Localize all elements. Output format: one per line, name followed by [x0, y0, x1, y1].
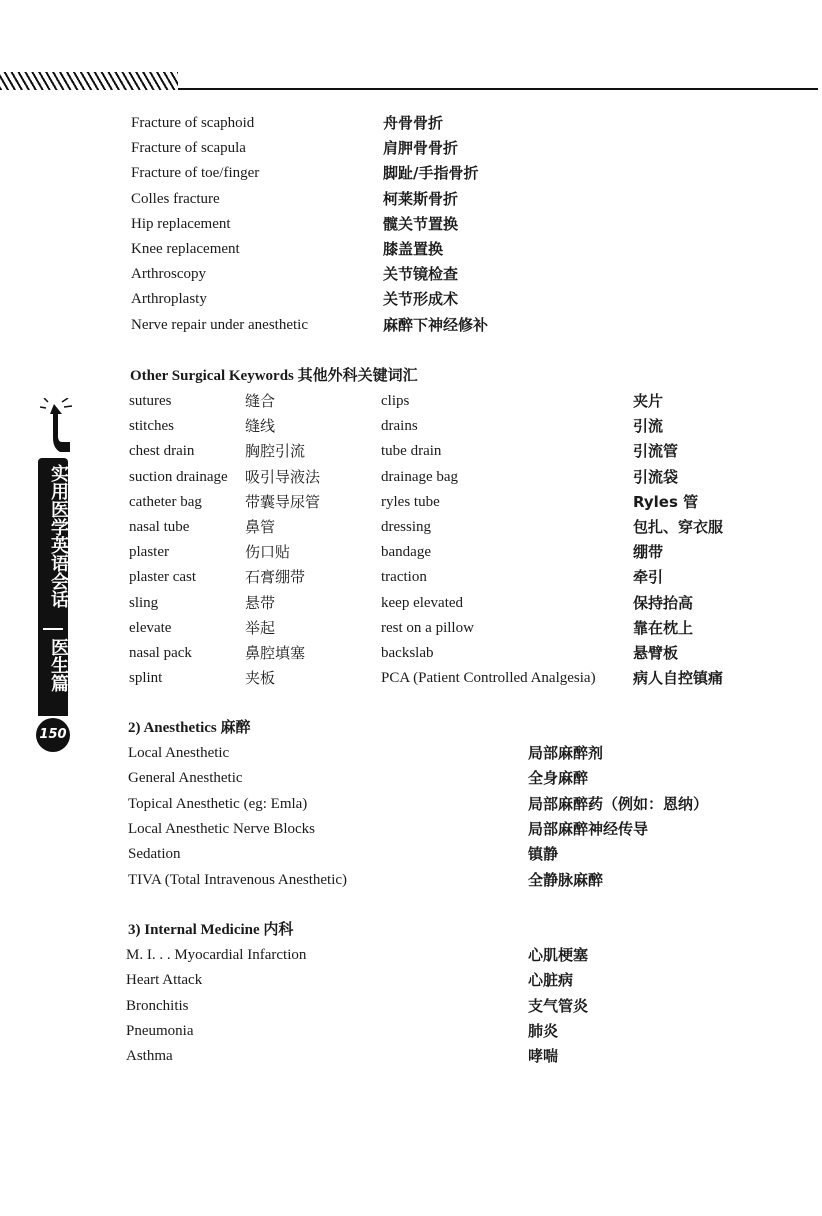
- arrow-book-icon: [40, 398, 74, 460]
- term-chinese: 肺炎: [528, 1021, 559, 1040]
- keyword-english: drains: [381, 418, 418, 435]
- term-english: Local Anesthetic Nerve Blocks: [128, 820, 316, 837]
- book-title: 实用医学英语会话: [48, 464, 69, 608]
- keyword-english: PCA (Patient Controlled Analgesia): [381, 670, 596, 687]
- keyword-chinese: 缝线: [245, 417, 276, 436]
- term-english: Knee replacement: [131, 241, 240, 257]
- term-chinese: 舟骨骨折: [383, 114, 444, 132]
- header-hatch-decoration: [0, 72, 178, 90]
- term-chinese: 心肌梗塞: [528, 946, 589, 964]
- keyword-chinese: 包扎、穿衣服: [633, 518, 724, 536]
- term-chinese: 关节形成术: [383, 290, 459, 309]
- term-chinese: 支气管炎: [528, 996, 589, 1015]
- keyword-chinese: 伤口贴: [245, 543, 291, 562]
- keyword-english: suction drainage: [129, 468, 228, 485]
- term-english: Arthroscopy: [131, 266, 206, 283]
- keyword-chinese: 悬带: [245, 593, 276, 612]
- heading-zh: 内科: [263, 920, 294, 938]
- term-chinese: 镇静: [528, 845, 559, 864]
- keyword-english: sutures: [129, 393, 172, 409]
- keyword-chinese: 引流袋: [633, 467, 679, 486]
- heading-zh: 麻醉: [220, 718, 251, 736]
- term-chinese: 麻醉下神经修补: [383, 315, 489, 334]
- keyword-chinese: 病人自控镇痛: [633, 669, 724, 688]
- keyword-english: rest on a pillow: [381, 619, 474, 636]
- term-english: Fracture of scapula: [131, 140, 246, 157]
- keyword-chinese: 夹板: [245, 669, 276, 688]
- term-english: Nerve repair under anesthetic: [131, 316, 308, 333]
- term-english: Topical Anesthetic (eg: Emla): [128, 795, 308, 812]
- term-chinese: 局部麻醉剂: [528, 744, 604, 762]
- keyword-chinese: 绷带: [633, 543, 664, 562]
- term-chinese: 全静脉麻醉: [528, 870, 604, 889]
- keyword-english: chest drain: [129, 443, 195, 460]
- keyword-english: sling: [129, 594, 159, 611]
- term-chinese: 心脏病: [528, 971, 574, 990]
- term-chinese: 关节镜检查: [383, 265, 459, 284]
- term-chinese: 膝盖置换: [383, 240, 444, 258]
- keyword-english: traction: [381, 569, 427, 586]
- keyword-english: drainage bag: [381, 468, 459, 485]
- keyword-english: splint: [129, 670, 163, 687]
- heading-english: Other Surgical Keywords: [130, 368, 294, 384]
- term-chinese: 髋关节置换: [383, 214, 459, 233]
- keyword-english: ryles tube: [381, 493, 440, 510]
- keyword-chinese: 胸腔引流: [245, 442, 306, 461]
- term-chinese: 脚趾/手指骨折: [383, 164, 479, 183]
- keyword-english: stitches: [129, 418, 174, 435]
- term-english: Asthma: [126, 1048, 173, 1065]
- term-english: Colles fracture: [131, 190, 220, 207]
- term-english: Sedation: [128, 846, 181, 863]
- keyword-chinese: 缝合: [245, 392, 276, 410]
- keyword-english: nasal tube: [129, 519, 190, 535]
- keyword-chinese: 靠在枕上: [633, 618, 694, 637]
- term-chinese: 局部麻醉药（例如：恩纳）: [528, 794, 709, 813]
- term-chinese: 柯莱斯骨折: [383, 189, 459, 208]
- term-english: General Anesthetic: [128, 770, 243, 787]
- section-heading-internal-medicine: [128, 920, 293, 939]
- keyword-english: dressing: [381, 519, 431, 535]
- term-english: M. I. . . Myocardial Infarction: [126, 947, 307, 963]
- keyword-chinese: 引流管: [633, 442, 679, 461]
- keyword-english: plaster cast: [129, 569, 197, 586]
- keyword-english: clips: [381, 393, 410, 409]
- sidebar-divider: [43, 628, 63, 630]
- term-english: Bronchitis: [126, 997, 189, 1014]
- section-heading-anesthetics: [128, 718, 251, 737]
- term-english: Pneumonia: [126, 1022, 194, 1039]
- heading-en: Anesthetics: [143, 720, 217, 736]
- heading-num: 3): [128, 922, 141, 938]
- term-chinese: 肩胛骨骨折: [383, 139, 459, 158]
- term-chinese: 哮喘: [528, 1047, 559, 1066]
- keyword-chinese: 带囊导尿管: [245, 492, 321, 511]
- keyword-chinese: 夹片: [633, 392, 664, 410]
- keyword-english: tube drain: [381, 443, 442, 460]
- term-english: TIVA (Total Intravenous Anesthetic): [128, 871, 348, 888]
- header-rule: [178, 88, 818, 90]
- sidebar-tab: [38, 458, 68, 716]
- keyword-chinese: Ryles 管: [633, 492, 699, 511]
- keyword-chinese: 悬臂板: [633, 644, 679, 662]
- keyword-chinese: 引流: [633, 417, 664, 436]
- term-english: Hip replacement: [131, 215, 231, 232]
- keyword-chinese: 吸引导液法: [245, 467, 321, 486]
- heading-chinese: 其他外科关键词汇: [297, 366, 418, 384]
- volume-title: 医生篇: [48, 638, 69, 692]
- term-english: Arthroplasty: [131, 291, 207, 308]
- heading-en: Internal Medicine: [144, 922, 260, 938]
- keyword-chinese: 鼻管: [245, 518, 276, 536]
- keyword-english: backslab: [381, 645, 434, 661]
- keyword-chinese: 举起: [245, 618, 276, 637]
- keyword-chinese: 保持抬高: [633, 593, 694, 612]
- term-chinese: 局部麻醉神经传导: [528, 819, 649, 838]
- keyword-english: catheter bag: [129, 493, 202, 510]
- keyword-chinese: 鼻腔填塞: [245, 644, 306, 662]
- term-chinese: 全身麻醉: [528, 769, 589, 788]
- keyword-chinese: 石膏绷带: [245, 568, 306, 587]
- term-english: Heart Attack: [126, 972, 203, 989]
- keyword-english: elevate: [129, 619, 172, 636]
- keyword-english: nasal pack: [129, 645, 192, 661]
- heading-num: 2): [128, 720, 141, 736]
- term-english: Fracture of scaphoid: [131, 115, 255, 131]
- page-number: 150: [36, 718, 70, 752]
- section-heading-other-keywords: [130, 366, 418, 385]
- keyword-english: bandage: [381, 544, 431, 561]
- keyword-english: plaster: [129, 544, 169, 561]
- keyword-english: keep elevated: [381, 594, 464, 611]
- term-english: Fracture of toe/finger: [131, 165, 260, 182]
- term-english: Local Anesthetic: [128, 745, 230, 761]
- keyword-chinese: 牵引: [633, 568, 664, 587]
